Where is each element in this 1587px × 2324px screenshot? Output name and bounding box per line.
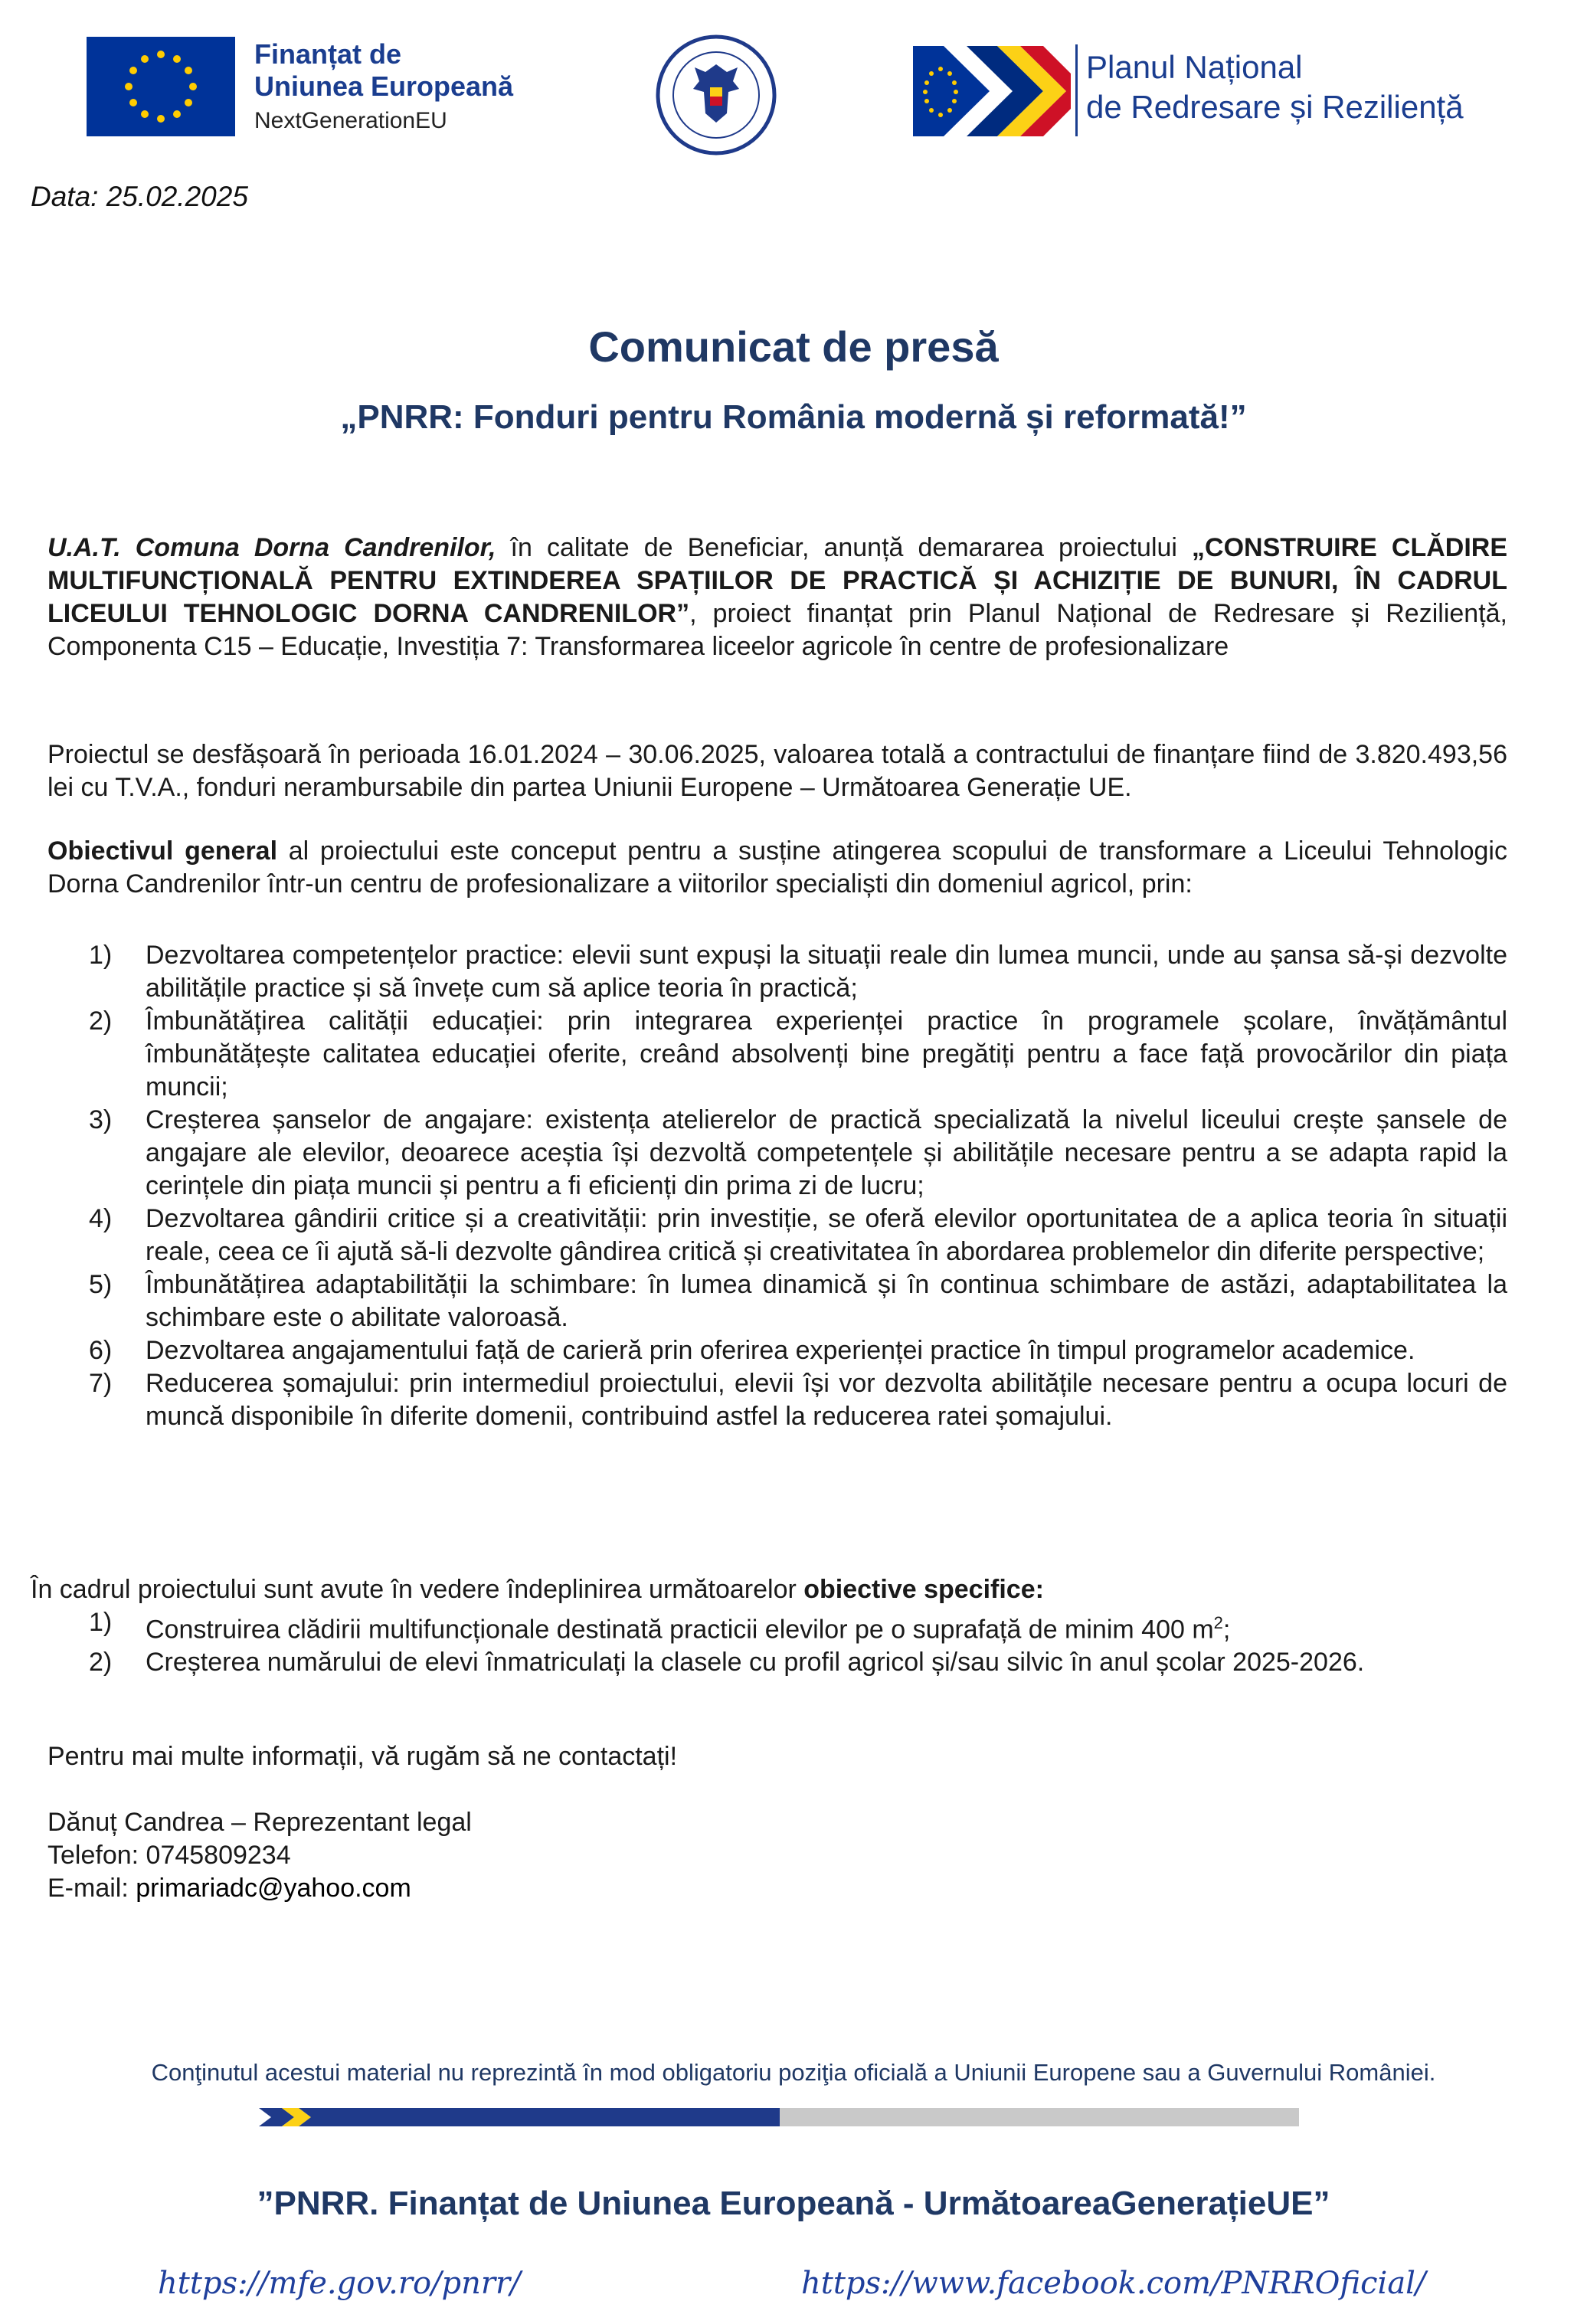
page-title: Comunicat de presă: [588, 322, 999, 371]
facebook-link[interactable]: https://www.facebook.com/PNRROficial/: [801, 2266, 1426, 2301]
intro-text-b: , proiect finanțat prin Planul Național de Redresare și Reziliență, Componenta C15 – Educație, Investiția 7: Transformarea liceelor agricole în centre de profesionalizare: [47, 599, 1507, 661]
footer-bar-arrow: [259, 2108, 332, 2126]
pnrr-logo: [913, 46, 1071, 136]
list-item-text: Creșterea numărului de elevi înmatriculați la clasele cu profil agricol și/sau silvic în anul școlar 2025-2026.: [146, 1648, 1365, 1678]
pnrr-label-line2: de Redresare și Reziliență: [1086, 89, 1464, 125]
arrow-icon: [259, 2108, 332, 2126]
footer-bar-grey: [780, 2108, 1299, 2126]
eu-label-line1: Finanțat de: [254, 38, 402, 70]
list-item-number: 1): [89, 941, 113, 970]
eu-funding-label: [254, 38, 576, 139]
list-item-number: 2): [89, 1007, 113, 1036]
list-item: [47, 1268, 1507, 1334]
list-item: [47, 1203, 1507, 1268]
list-item-text: Îmbunătățirea calității educației: prin integrarea experienței practice în programele școlare, învățământul îmbunătățește calitatea educației oferite, creând absolvenți bine pregătiți pentru a face față provocărilor din piața muncii;: [146, 1007, 1507, 1101]
eu-flag-logo: [87, 37, 235, 136]
disclaimer-text: Conţinutul acestui material nu reprezintă în mod obligatoriu poziţia oficială a Uniunii Europene sau a Guvernului României.: [151, 2059, 1436, 2086]
intro-paragraph: [47, 532, 1507, 663]
list-item-text: Creșterea șanselor de angajare: existența atelierelor de practică specializată la nivelul liceului crește șansele de angajare ale elevilor, deoarece aceștia își dezvoltă competențele și abilitățile necesare pentru a se adapta rapid la cerințele din piața muncii și pentru a fi eficienți din prima zi de lucru;: [146, 1105, 1507, 1200]
list-item: [47, 939, 1507, 1005]
list-item-text: Dezvoltarea angajamentului față de carieră prin oferirea experienței practice în timpul programelor academice.: [146, 1336, 1415, 1365]
contact-email-link[interactable]: primariadc@yahoo.com: [136, 1874, 411, 1903]
specific-objectives-intro: [31, 1573, 1044, 1606]
intro-text-a: în calitate de Beneficiar, anunță demararea proiectului: [496, 533, 1193, 562]
contact-email-row: [47, 1872, 472, 1905]
list-item: [47, 1646, 1507, 1679]
list-item-number: 2): [89, 1648, 113, 1678]
list-item: [47, 1367, 1507, 1433]
list-item-text: Reducerea șomajului: prin intermediul proiectului, elevii își vor dezvolta abilitățile necesare pentru a ocupa locuri de muncă disponibile în diferite domenii, contribuind astfel la reducerea ratei șomajului.: [146, 1369, 1507, 1431]
list-item-text: Îmbunătățirea adaptabilității la schimbare: în lumea dinamică și în continua schimbare de astăzi, adaptabilitatea la schimbare este o abilitate valoroasă.: [146, 1270, 1507, 1332]
list-item-text: Construirea clădirii multifuncționale destinată practicii elevilor pe o suprafață de minim 400 m: [146, 1615, 1214, 1645]
contact-phone: Telefon: 0745809234: [47, 1841, 291, 1870]
superscript: 2: [1213, 1613, 1223, 1632]
romanian-coat-of-arms-icon: [647, 34, 785, 156]
eu-label-line2: Uniunea Europeană: [254, 70, 514, 102]
footer-slogan: ”PNRR. Finanțat de Uniunea Europeană - UrmătoareaGenerațieUE”: [257, 2185, 1330, 2222]
list-item-text: Dezvoltarea competențelor practice: elevii sunt expuși la situații reale din lumea muncii, unde au șansa să-și dezvolte abilitățile practice și să învețe cum să aplice teoria în practică;: [146, 941, 1507, 1003]
contact-block: [47, 1806, 472, 1905]
list-item-number: 3): [89, 1105, 113, 1134]
list-item-text: Dezvoltarea gândirii critice și a creativității: prin investiție, se oferă elevilor oportunitatea de a aplica teoria în situații reale, ceea ce îi ajută să-li dezvolte gândirea critică și creativitatea în abordarea problemelor din diferite perspective;: [146, 1204, 1507, 1266]
eu-label-line3: NextGenerationEU: [254, 108, 447, 133]
list-item: [47, 1005, 1507, 1104]
general-objective-text: al proiectului este conceput pentru a susține atingerea scopului de transformare a Liceului Tehnologic Dorna Candrenilor într-un centru de profesionalizare a viitorilor specialiști din domeniul agricol, prin:: [47, 836, 1507, 899]
document-date: Data: 25.02.2025: [31, 181, 248, 212]
pnrr-flag-arrows-icon: [913, 46, 1071, 136]
list-item: [47, 1606, 1507, 1646]
specific-intro-text: În cadrul proiectului sunt avute în vedere îndeplinirea următoarelor: [31, 1575, 804, 1604]
contact-email-label: E-mail:: [47, 1874, 136, 1903]
period-paragraph: Proiectul se desfășoară în perioada 16.01.2024 – 30.06.2025, valoarea totală a contractului de finanțare fiind de 3.820.493,56 lei cu T.V.A., fonduri nerambursabile din partea Uniunii Europene – Următoarea Generație UE.: [47, 740, 1507, 802]
list-item-tail: ;: [1222, 1615, 1231, 1645]
list-item-number: 5): [89, 1270, 113, 1299]
list-item: [47, 1104, 1507, 1203]
specific-intro-label: obiective specifice:: [803, 1575, 1044, 1604]
objectives-list: [47, 939, 1507, 1433]
project-name: „CONSTRUIRE CLĂDIRE MULTIFUNCȚIONALĂ PENTRU EXTINDEREA SPAȚIILOR DE PRACTICĂ ȘI ACHIZIȚIE DE BUNURI, ÎN CADRUL LICEULUI TEHNOLOGIC DORNA CANDRENILOR”: [47, 533, 1508, 628]
page-subtitle: „PNRR: Fonduri pentru România modernă și reformată!”: [340, 398, 1247, 436]
pnrr-separator: [1075, 44, 1078, 136]
list-item: [47, 1334, 1507, 1367]
general-objective-label: Obiectivul general: [47, 836, 278, 866]
beneficiary-name: U.A.T. Comuna Dorna Candrenilor,: [47, 533, 496, 562]
list-item-number: 1): [89, 1608, 113, 1637]
list-item-number: 7): [89, 1369, 113, 1398]
list-item-number: 6): [89, 1336, 113, 1365]
specific-objectives-list: [47, 1606, 1507, 1679]
pnrr-label: [1086, 47, 1464, 127]
mfe-link[interactable]: https://mfe.gov.ro/pnrr/: [158, 2266, 521, 2301]
contact-name: Dănuț Candrea – Reprezentant legal: [47, 1808, 472, 1837]
footer-bar-blue: [332, 2108, 780, 2126]
eu-stars-icon: [87, 37, 235, 136]
government-seal-logo: [647, 34, 785, 156]
contact-intro: Pentru mai multe informații, vă rugăm să ne contactați!: [47, 1742, 678, 1771]
list-item-number: 4): [89, 1204, 113, 1233]
pnrr-label-line1: Planul Național: [1086, 49, 1303, 85]
general-objective-paragraph: [47, 835, 1507, 901]
